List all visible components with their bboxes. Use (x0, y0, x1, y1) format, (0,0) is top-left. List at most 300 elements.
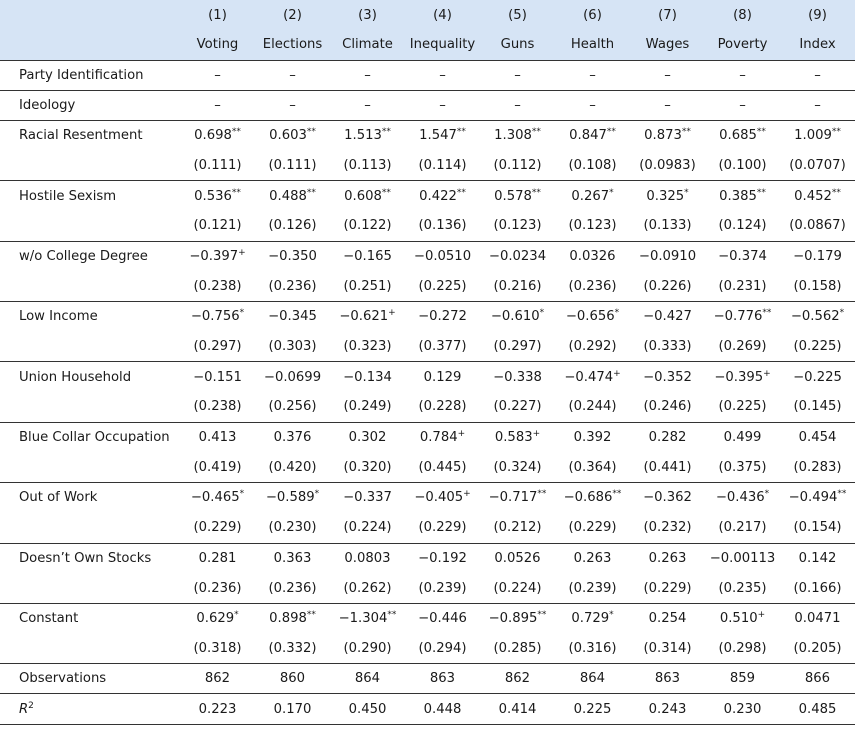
cell-value: 0.698 (194, 128, 232, 144)
table-cell (255, 603, 330, 633)
table-cell (330, 181, 405, 211)
row-label (0, 573, 180, 603)
row-label: w/o College Degree (19, 248, 148, 264)
table-cell (780, 603, 855, 633)
cell-value: (0.377) (418, 339, 467, 355)
table-cell (780, 241, 855, 271)
table-cell (780, 513, 855, 543)
table-cell (180, 211, 255, 241)
cell-value: −0.352 (643, 369, 692, 385)
significance-marker: * (609, 610, 614, 621)
table-cell (630, 211, 705, 241)
cell-value: (0.111) (193, 157, 242, 173)
table-cell (630, 151, 705, 181)
cell-value: (0.121) (193, 218, 242, 234)
table-cell (780, 573, 855, 603)
header-corner-bottom (0, 30, 180, 60)
table-cell (630, 362, 705, 392)
table-cell (255, 452, 330, 482)
cell-value: −0.00113 (709, 550, 776, 566)
column-header: Voting (180, 30, 255, 60)
significance-marker: ** (537, 489, 547, 500)
table-row (0, 483, 855, 513)
row-label (0, 452, 180, 482)
cell-value: 0.784 (419, 430, 458, 446)
cell-value: – (289, 97, 296, 113)
cell-value: (0.249) (343, 399, 392, 415)
table-cell (630, 422, 705, 452)
significance-marker: ** (231, 127, 241, 138)
table-cell (255, 573, 330, 603)
table-cell (705, 422, 780, 452)
cell-value: (0.323) (343, 339, 392, 355)
cell-value: 0.450 (348, 701, 387, 717)
significance-marker: * (609, 187, 614, 198)
table-cell (555, 271, 630, 301)
table-cell (405, 241, 480, 271)
table-body (0, 60, 855, 724)
table-cell (780, 90, 855, 120)
cell-value: 0.0326 (569, 248, 616, 264)
cell-value: −0.427 (643, 309, 692, 325)
table-cell (405, 181, 480, 211)
table-cell (405, 120, 480, 150)
table-cell (405, 362, 480, 392)
table-cell (555, 332, 630, 362)
column-header: Elections (255, 30, 330, 60)
cell-value: −0.179 (793, 248, 842, 264)
table-row-r2 (0, 694, 855, 724)
cell-value: (0.246) (643, 399, 692, 415)
significance-marker: + (757, 610, 766, 621)
table-row (0, 90, 855, 120)
cell-value: −0.0910 (638, 248, 697, 264)
significance-marker: ** (681, 127, 691, 138)
table-cell (480, 392, 555, 422)
cell-value: −0.895 (488, 611, 538, 627)
column-header: Poverty (705, 30, 780, 60)
cell-value: 1.308 (494, 128, 532, 144)
table-cell (555, 362, 630, 392)
table-cell (705, 151, 780, 181)
table-cell (630, 573, 705, 603)
significance-marker: * (614, 308, 620, 319)
cell-value: (0.229) (568, 520, 617, 536)
significance-marker: ** (231, 187, 241, 198)
cell-value: 0.0803 (344, 550, 391, 566)
cell-value: (0.236) (193, 580, 242, 596)
table-cell (330, 452, 405, 482)
table-row (0, 151, 855, 181)
table-cell (705, 694, 780, 724)
table-cell (405, 513, 480, 543)
cell-value: 0.282 (648, 430, 687, 446)
table-cell (630, 241, 705, 271)
cell-value: (0.225) (718, 399, 767, 415)
cell-value: (0.239) (568, 580, 617, 596)
table-cell (255, 664, 330, 694)
table-cell (405, 151, 480, 181)
cell-value: 0.629 (196, 611, 235, 627)
table-cell (555, 483, 630, 513)
cell-value: – (814, 67, 821, 83)
table-cell (630, 452, 705, 482)
cell-value: −0.362 (643, 490, 692, 506)
table-row (0, 573, 855, 603)
table-cell (480, 60, 555, 90)
table-cell (480, 120, 555, 150)
table-cell (630, 603, 705, 633)
cell-value: 0.414 (498, 701, 537, 717)
cell-value: 0.873 (644, 128, 682, 144)
cell-value: 0.413 (198, 430, 237, 446)
cell-value: (0.123) (493, 218, 542, 234)
significance-marker: * (539, 308, 545, 319)
cell-value: −0.589 (265, 490, 315, 506)
table-cell (255, 362, 330, 392)
significance-marker: + (763, 368, 771, 379)
row-label: Blue Collar Occupation (19, 430, 170, 446)
cell-value: −0.776 (713, 309, 763, 325)
column-number: (6) (555, 0, 630, 30)
cell-value: (0.236) (568, 278, 617, 294)
cell-value: – (439, 67, 446, 83)
cell-value: (0.228) (418, 399, 467, 415)
cell-value: 0.488 (269, 188, 307, 204)
table-cell (405, 634, 480, 664)
table-cell (630, 181, 705, 211)
significance-marker: ** (531, 127, 541, 138)
cell-value: −0.621 (339, 309, 389, 325)
cell-value: (0.126) (268, 218, 317, 234)
cell-value: (0.114) (418, 157, 467, 173)
table-cell (780, 362, 855, 392)
table-cell (330, 392, 405, 422)
table-cell (780, 664, 855, 694)
table-cell (555, 90, 630, 120)
table-cell (405, 694, 480, 724)
cell-value: −0.656 (565, 309, 615, 325)
cell-value: – (364, 97, 371, 113)
table-cell (330, 603, 405, 633)
cell-value: 0.0526 (494, 550, 541, 566)
significance-marker: ** (306, 187, 316, 198)
cell-value: – (589, 97, 596, 113)
significance-marker: * (684, 187, 689, 198)
cell-value: −0.405 (414, 490, 464, 506)
cell-value: 0.499 (723, 430, 762, 446)
cell-value: (0.231) (718, 278, 767, 294)
significance-marker: ** (756, 187, 766, 198)
cell-value: – (514, 67, 521, 83)
row-label (0, 151, 180, 181)
cell-value: (0.235) (718, 580, 767, 596)
cell-value: 0.263 (573, 550, 612, 566)
significance-marker: ** (456, 187, 466, 198)
table-cell (555, 181, 630, 211)
table-cell (705, 573, 780, 603)
cell-value: 0.230 (723, 701, 762, 717)
cell-value: (0.320) (343, 459, 392, 475)
table-cell (330, 302, 405, 332)
column-number: (1) (180, 0, 255, 30)
cell-value: 0.267 (571, 188, 610, 204)
cell-value: (0.292) (568, 339, 617, 355)
table-cell (630, 543, 705, 573)
table-row (0, 603, 855, 633)
table-cell (330, 362, 405, 392)
r2-label-sup: 2 (28, 700, 34, 711)
cell-value: −0.756 (190, 309, 240, 325)
cell-value: (0.333) (643, 339, 692, 355)
table-cell (180, 120, 255, 150)
cell-value: (0.283) (793, 459, 842, 475)
cell-value: (0.229) (643, 580, 692, 596)
row-label: Constant (19, 611, 79, 627)
cell-value: 0.0471 (794, 611, 841, 627)
cell-value: (0.158) (793, 278, 842, 294)
table-cell (705, 120, 780, 150)
table-cell (255, 271, 330, 301)
table-cell (630, 664, 705, 694)
table-cell (705, 60, 780, 90)
table-cell (330, 90, 405, 120)
cell-value: −0.225 (793, 369, 842, 385)
table-cell (705, 483, 780, 513)
cell-value: (0.227) (493, 399, 542, 415)
table-row (0, 302, 855, 332)
cell-value: – (439, 97, 446, 113)
table-cell (405, 90, 480, 120)
cell-value: 0.729 (571, 611, 610, 627)
cell-value: −0.446 (418, 611, 467, 627)
table-row (0, 392, 855, 422)
cell-value: −0.610 (490, 309, 540, 325)
table-cell (405, 392, 480, 422)
header-row-names (0, 30, 855, 60)
table-cell (255, 513, 330, 543)
table-cell (480, 181, 555, 211)
cell-value: – (214, 67, 221, 83)
table-cell (330, 664, 405, 694)
table-cell (780, 634, 855, 664)
table-cell (480, 241, 555, 271)
table-cell (405, 422, 480, 452)
significance-marker: ** (606, 127, 616, 138)
table-cell (480, 211, 555, 241)
table-row (0, 332, 855, 362)
cell-value: 863 (654, 671, 681, 687)
table-cell (180, 90, 255, 120)
table-cell (255, 211, 330, 241)
cell-value: (0.216) (493, 278, 542, 294)
cell-value: (0.229) (418, 520, 467, 536)
cell-value: – (664, 67, 671, 83)
table-cell (180, 513, 255, 543)
cell-value: (0.244) (568, 399, 617, 415)
table-cell (480, 634, 555, 664)
significance-marker: + (388, 308, 396, 319)
significance-marker: + (613, 368, 621, 379)
cell-value: – (664, 97, 671, 113)
cell-value: −0.350 (268, 248, 317, 264)
table-cell (180, 271, 255, 301)
row-label: Out of Work (19, 490, 98, 506)
cell-value: −0.0699 (263, 369, 322, 385)
table-cell (480, 332, 555, 362)
column-header: Wages (630, 30, 705, 60)
table-cell (630, 120, 705, 150)
cell-value: (0.251) (343, 278, 392, 294)
table-cell (180, 362, 255, 392)
cell-value: 0.263 (648, 550, 687, 566)
table-cell (255, 392, 330, 422)
cell-value: 863 (429, 671, 456, 687)
table-cell (480, 543, 555, 573)
significance-marker: * (314, 489, 320, 500)
row-label (0, 694, 180, 724)
cell-value: (0.294) (418, 640, 467, 656)
table-cell (480, 573, 555, 603)
column-header: Guns (480, 30, 555, 60)
table-cell (180, 151, 255, 181)
cell-value: – (814, 97, 821, 113)
table-cell (630, 513, 705, 543)
significance-marker: ** (837, 489, 847, 500)
significance-marker: * (239, 308, 245, 319)
table-cell (780, 422, 855, 452)
table-row (0, 60, 855, 90)
cell-value: (0.226) (643, 278, 692, 294)
row-label: Doesn’t Own Stocks (19, 550, 152, 566)
table-row (0, 634, 855, 664)
cell-value: – (514, 97, 521, 113)
cell-value: (0.445) (418, 459, 467, 475)
table-row (0, 120, 855, 150)
table-cell (555, 634, 630, 664)
significance-marker: * (764, 489, 770, 500)
cell-value: 0.254 (648, 611, 687, 627)
table-cell (705, 362, 780, 392)
table-row (0, 543, 855, 573)
table-cell (330, 513, 405, 543)
table-cell (780, 332, 855, 362)
cell-value: 0.608 (344, 188, 382, 204)
column-header: Inequality (405, 30, 480, 60)
table-cell (705, 513, 780, 543)
row-label (0, 332, 180, 362)
cell-value: (0.316) (568, 640, 617, 656)
cell-value: 0.510 (719, 611, 758, 627)
cell-value: (0.136) (418, 218, 467, 234)
table-cell (255, 302, 330, 332)
row-label: Party Identification (0, 60, 180, 90)
significance-marker: * (839, 308, 845, 319)
table-cell (330, 483, 405, 513)
cell-value: (0.100) (718, 157, 767, 173)
cell-value: 0.583 (494, 430, 533, 446)
cell-value: 0.603 (269, 128, 307, 144)
table-cell (705, 452, 780, 482)
table-cell (255, 120, 330, 150)
cell-value: 0.898 (269, 611, 307, 627)
cell-value: (0.297) (493, 339, 542, 355)
cell-value: (0.0983) (639, 157, 696, 173)
significance-marker: ** (756, 127, 766, 138)
table-cell (180, 694, 255, 724)
row-label: Union Household (19, 369, 132, 385)
table-cell (405, 271, 480, 301)
table-cell (330, 271, 405, 301)
table-cell (555, 60, 630, 90)
table-cell (330, 634, 405, 664)
table-cell (630, 694, 705, 724)
table-cell (780, 302, 855, 332)
table-cell (255, 90, 330, 120)
table-cell (705, 241, 780, 271)
cell-value: 0.325 (646, 188, 685, 204)
cell-value: 862 (504, 671, 531, 687)
table-cell (405, 452, 480, 482)
cell-value: (0.229) (193, 520, 242, 536)
table-row (0, 271, 855, 301)
table-cell (180, 543, 255, 573)
column-header: Climate (330, 30, 405, 60)
table-cell (630, 483, 705, 513)
cell-value: (0.122) (343, 218, 392, 234)
table-cell (180, 573, 255, 603)
table-cell (555, 573, 630, 603)
cell-value: −0.397 (189, 248, 239, 264)
cell-value: −0.436 (715, 490, 765, 506)
cell-value: – (739, 67, 746, 83)
significance-marker: ** (306, 610, 316, 621)
table-cell (255, 241, 330, 271)
table-cell (330, 151, 405, 181)
cell-value: (0.230) (268, 520, 317, 536)
cell-value: −0.338 (493, 369, 542, 385)
table-cell (480, 664, 555, 694)
cell-value: 0.422 (419, 188, 457, 204)
table-cell (480, 302, 555, 332)
table-header (0, 0, 855, 60)
row-label (0, 271, 180, 301)
cell-value: (0.123) (568, 218, 617, 234)
table-cell (555, 422, 630, 452)
cell-value: (0.124) (718, 218, 767, 234)
cell-value: −0.165 (343, 248, 392, 264)
cell-value: 864 (354, 671, 381, 687)
table-cell (480, 362, 555, 392)
table-cell (180, 332, 255, 362)
column-number: (7) (630, 0, 705, 30)
cell-value: 866 (804, 671, 831, 687)
cell-value: (0.364) (568, 459, 617, 475)
table-cell (780, 60, 855, 90)
significance-marker: ** (306, 127, 316, 138)
cell-value: −0.192 (418, 550, 467, 566)
table-cell (330, 694, 405, 724)
table-cell (780, 181, 855, 211)
table-cell (780, 271, 855, 301)
table-cell (555, 694, 630, 724)
table-cell (330, 241, 405, 271)
table-cell (555, 211, 630, 241)
cell-value: (0.238) (193, 399, 242, 415)
cell-value: 0.281 (198, 550, 237, 566)
table-cell (555, 151, 630, 181)
column-number: (9) (780, 0, 855, 30)
